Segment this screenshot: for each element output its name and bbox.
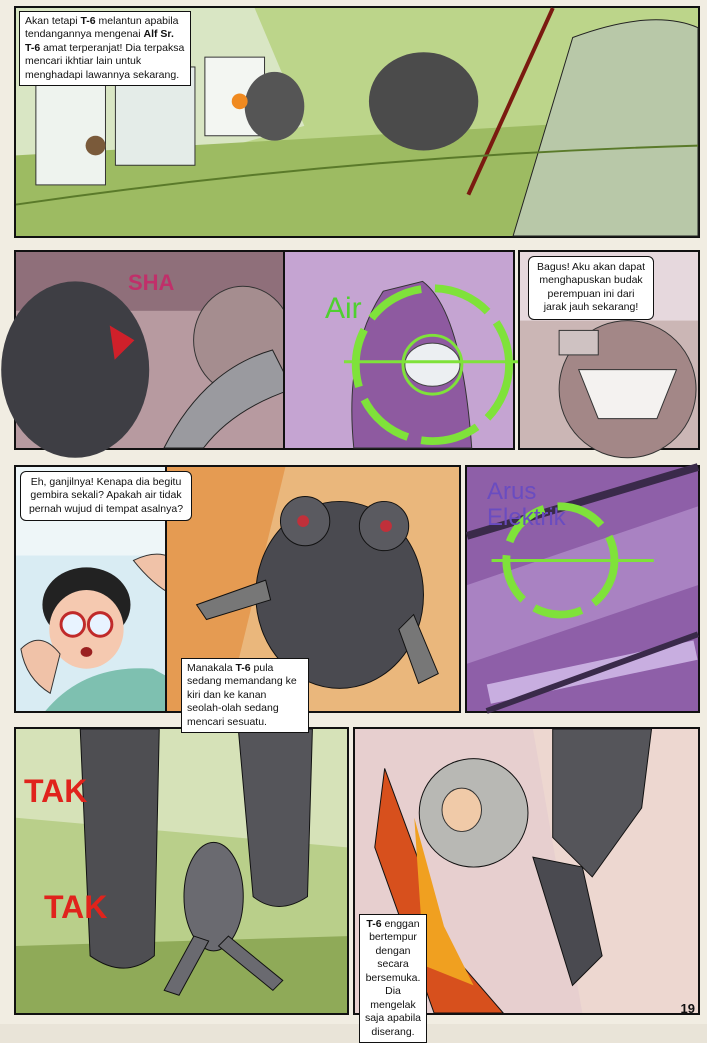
sfx-air: Air xyxy=(325,292,362,325)
sfx-sha: SHA xyxy=(128,270,175,295)
panel-2 xyxy=(14,250,314,450)
sfx-arus-elektrik: Arus Elektrik xyxy=(487,478,566,532)
panel-8-art xyxy=(16,729,347,1013)
character-name: T-6 xyxy=(80,15,96,27)
panel-4 xyxy=(518,250,700,450)
sfx-tak-2: TAK xyxy=(44,889,108,925)
caption-text: enggan bertempur dengan secara bersemuka. Dia mengelak saja apabila diserang. xyxy=(364,918,422,1038)
panel-6 xyxy=(165,465,461,728)
sfx-tak-1: TAK xyxy=(24,773,88,809)
panel-3-art xyxy=(285,252,513,448)
narration-caption xyxy=(359,914,427,1043)
speech-bubble: Bagus! Aku akan dapat menghapuskan budak perempuan ini dari jarak jauh sekarang! xyxy=(528,256,654,320)
character-name: T-6 xyxy=(235,662,251,674)
panel-8 xyxy=(14,727,349,1015)
caption-text: amat terperanjat! Dia terpaksa mencari ikhtiar lain untuk menghadapi lawannya sekarang. xyxy=(25,41,185,81)
character-name: Alf Sr. T-6 xyxy=(25,28,174,54)
panel-9 xyxy=(353,727,700,1038)
page-number: 19 xyxy=(680,1001,695,1016)
caption-text: pula sedang memandang ke kiri dan ke kanan seolah-olah sedang mencari sesuatu. xyxy=(187,662,297,728)
panel-7 xyxy=(465,465,700,713)
narration-caption xyxy=(19,11,191,86)
panel-1 xyxy=(14,6,700,238)
speech-bubble: Eh, ganjilnya! Kenapa dia begitu gembira sekali? Apakah air tidak pernah wujud di tempat asalnya? xyxy=(20,471,192,521)
caption-text: Manakala xyxy=(187,662,236,674)
panel-3 xyxy=(283,250,515,450)
narration-caption xyxy=(181,658,309,733)
caption-text: melantun apabila tendangannya mengenai xyxy=(25,15,179,41)
caption-text: Akan tetapi xyxy=(25,15,81,27)
character-name: T-6 xyxy=(366,918,382,930)
